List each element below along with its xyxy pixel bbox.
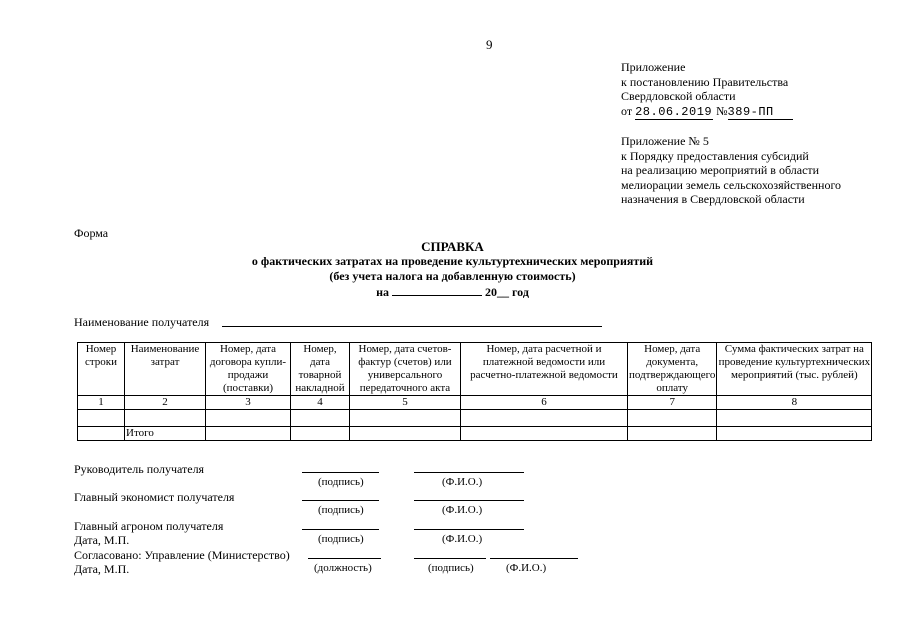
- economist-signature-line[interactable]: [302, 500, 379, 501]
- table-cell[interactable]: [461, 427, 628, 441]
- col-num-3: 3: [206, 396, 291, 410]
- appendix-5-line4: мелиорации земель сельскохозяйственного: [621, 177, 842, 192]
- economist-label: Главный экономист получателя: [74, 490, 235, 504]
- decree-date: 28.06.2019: [635, 104, 713, 119]
- table-cell[interactable]: [291, 427, 350, 441]
- head-label: Руководитель получателя: [74, 462, 205, 476]
- date-prefix: от: [621, 103, 633, 118]
- header-cost-name: Наименование затрат: [125, 343, 206, 396]
- date-line-suffix: год: [512, 285, 529, 299]
- title-date-line: [0, 284, 905, 300]
- agreed-fio-caption: (Ф.И.О.): [506, 562, 547, 574]
- header-payment-doc: Номер, дата документа, подтверждающего оплату: [629, 343, 716, 394]
- total-label: Итого: [125, 427, 206, 441]
- table-cell[interactable]: [350, 410, 461, 427]
- economist-fio-line[interactable]: [414, 500, 524, 501]
- col-num-4: 4: [291, 396, 350, 410]
- table-cell[interactable]: [206, 410, 291, 427]
- title-subline: о фактических затратах на проведение культуртехнических мероприятий: [251, 254, 654, 268]
- table-cell[interactable]: [125, 410, 206, 427]
- table-cell[interactable]: [350, 427, 461, 441]
- table-cell[interactable]: [461, 410, 628, 427]
- table-cell[interactable]: [78, 410, 125, 427]
- economist-signature-caption: (подпись): [318, 504, 364, 516]
- header-row-number: Номер строки: [78, 343, 125, 396]
- expenses-table: [77, 342, 872, 441]
- head-signature-caption: (подпись): [318, 476, 364, 488]
- agronomist-label: Главный агроном получателя: [74, 519, 224, 533]
- head-signature-line[interactable]: [302, 472, 379, 473]
- appendix-decree-line2: к постановлению Правительства: [621, 74, 789, 89]
- agronomist-fio-caption: (Ф.И.О.): [442, 533, 483, 545]
- agreed-label: Согласовано: Управление (Министерство): [74, 548, 290, 562]
- header-contract: Номер, дата договора купли-продажи (поставки): [206, 343, 291, 396]
- col-num-7: 7: [628, 396, 717, 410]
- recipient-label: Наименование получателя: [74, 315, 210, 329]
- appendix-5-block: [621, 134, 841, 207]
- appendix-5-line3: на реализацию мероприятий в области: [621, 163, 820, 177]
- agreed-position-line[interactable]: [308, 558, 381, 559]
- header-total-costs: Сумма фактических затрат на проведение культуртехнических мероприятий (тыс. рублей): [717, 343, 872, 396]
- table-cell[interactable]: [628, 427, 717, 441]
- economist-fio-caption: (Ф.И.О.): [442, 504, 483, 516]
- table-row: [78, 410, 872, 427]
- agronomist-fio-line[interactable]: [414, 529, 524, 530]
- head-fio-line[interactable]: [414, 472, 524, 473]
- date-mp2-label: Дата, М.П.: [74, 562, 130, 576]
- col-num-5: 5: [350, 396, 461, 410]
- table-cell[interactable]: [628, 410, 717, 427]
- date-blank[interactable]: [392, 284, 482, 296]
- decree-number: 389-ПП: [728, 105, 793, 121]
- col-num-2: 2: [125, 396, 206, 410]
- col-num-6: 6: [461, 396, 628, 410]
- number-prefix: №: [716, 103, 728, 118]
- document-title: СПРАВКА: [421, 239, 484, 254]
- date-line-year: 20__: [485, 285, 510, 299]
- date-mp-label: Дата, М.П.: [74, 533, 130, 547]
- head-fio-caption: (Ф.И.О.): [442, 476, 483, 488]
- appendix-5-line1: Приложение № 5: [621, 134, 709, 148]
- col-num-1: 1: [78, 396, 125, 410]
- agronomist-signature-caption: (подпись): [318, 533, 364, 545]
- table-header-row: [78, 343, 872, 396]
- header-payroll: Номер, дата расчетной и платежной ведомости или расчетно-платежной ведомости: [461, 343, 628, 396]
- agreed-signature-line[interactable]: [414, 558, 486, 559]
- col-num-8: 8: [717, 396, 872, 410]
- appendix-decree-line1: Приложение: [621, 60, 686, 74]
- total-row: [78, 427, 872, 441]
- table-cell[interactable]: [78, 427, 125, 441]
- column-number-row: [78, 396, 872, 410]
- appendix-decree-date-line: [621, 104, 793, 121]
- agreed-fio-line[interactable]: [490, 558, 578, 559]
- agreed-position-caption: (должность): [314, 562, 372, 574]
- appendix-5-line2: к Порядку предоставления субсидий: [621, 148, 809, 163]
- form-label: Форма: [74, 226, 109, 240]
- header-invoice: Номер, дата товарной накладной: [291, 343, 350, 396]
- date-line-prefix: на: [376, 285, 390, 299]
- table-cell[interactable]: [206, 427, 291, 441]
- recipient-field[interactable]: [222, 326, 602, 327]
- page-number: 9: [486, 37, 493, 52]
- agreed-signature-caption: (подпись): [428, 562, 474, 574]
- table-cell[interactable]: [717, 410, 872, 427]
- header-tax-invoice: Номер, дата счетов-фактур (счетов) или универсального передаточного акта: [350, 343, 461, 396]
- table-cell[interactable]: [717, 427, 872, 441]
- appendix-decree-block: [621, 60, 793, 120]
- appendix-5-line5: назначения в Свердловской области: [621, 192, 805, 206]
- appendix-decree-line3: Свердловской области: [621, 89, 736, 103]
- table-cell[interactable]: [291, 410, 350, 427]
- title-vat-note: (без учета налога на добавленную стоимость): [329, 269, 576, 283]
- agronomist-signature-line[interactable]: [302, 529, 379, 530]
